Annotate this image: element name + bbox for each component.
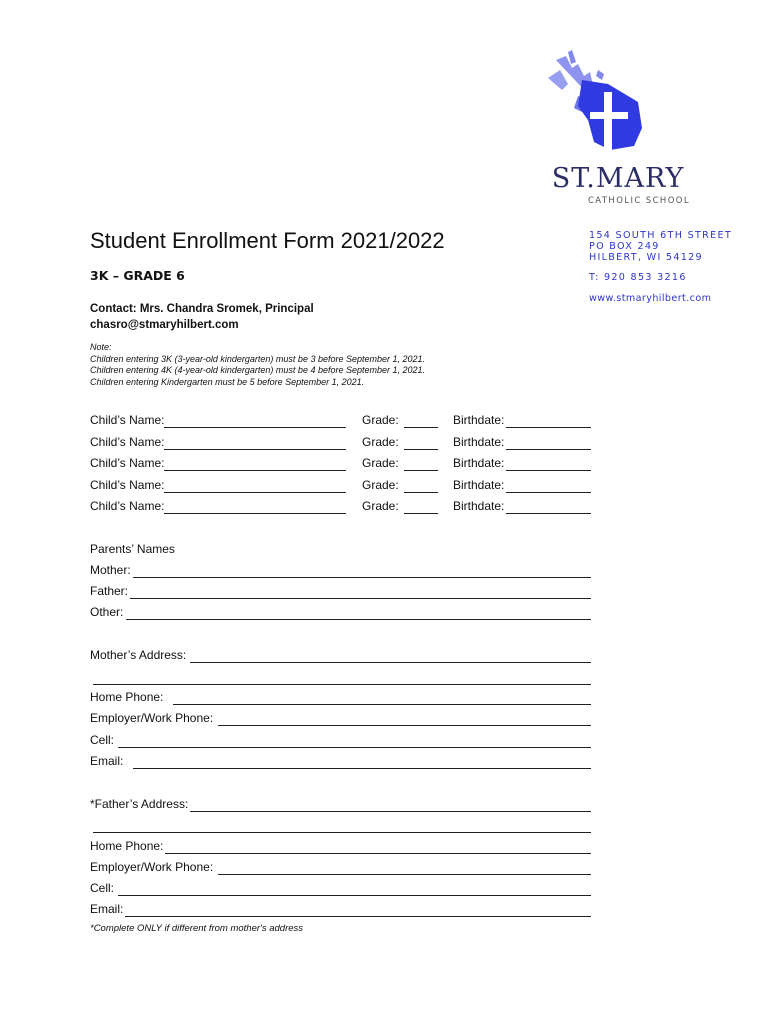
school-logo [528, 50, 728, 210]
other-label: Other: [90, 605, 124, 619]
birthdate-label: Birthdate: [453, 413, 505, 427]
other-name-field[interactable] [126, 619, 591, 620]
mother-address-line2-field[interactable] [93, 684, 591, 685]
cross-brush-icon [538, 50, 658, 162]
birthdate-field[interactable] [506, 427, 591, 428]
mother-email-field[interactable] [133, 768, 591, 769]
grade-label: Grade: [362, 435, 399, 449]
father-cell-label: Cell: [90, 881, 115, 895]
school-phone: T: 920 853 3216 [589, 272, 687, 283]
age-note [90, 342, 425, 388]
address-line-2: PO BOX 249 [589, 241, 660, 252]
child-name-field[interactable] [164, 470, 346, 471]
note-line: Children entering 4K (4-year-old kindergarten) must be 4 before September 1, 2021. [90, 365, 426, 375]
school-website: www.stmaryhilbert.com [589, 293, 712, 304]
birthdate-field[interactable] [506, 470, 591, 471]
school-subtitle: CATHOLIC SCHOOL [587, 196, 691, 206]
child-name-field[interactable] [164, 449, 346, 450]
grade-label: Grade: [362, 413, 399, 427]
note-line: Children entering 3K (3-year-old kindergarten) must be 3 before September 1, 2021. [90, 353, 426, 364]
mother-employer-label: Employer/Work Phone: [90, 711, 214, 725]
contact-name: Contact: Mrs. Chandra Sromek, Principal [90, 303, 314, 315]
birthdate-field[interactable] [506, 492, 591, 493]
father-employer-field[interactable] [218, 874, 591, 875]
footnote: *Complete ONLY if different from mother's address [90, 923, 304, 934]
child-name-label: Child’s Name: [90, 413, 165, 427]
parents-heading: Parents’ Names [90, 542, 175, 556]
child-name-label: Child’s Name: [90, 499, 165, 513]
birthdate-field[interactable] [506, 449, 591, 450]
birthdate-label: Birthdate: [453, 456, 505, 470]
mother-name-field[interactable] [133, 577, 591, 578]
grade-label: Grade: [362, 499, 399, 513]
grade-field[interactable] [404, 449, 438, 450]
mother-cell-field[interactable] [118, 747, 591, 748]
mother-home-phone-label: Home Phone: [90, 690, 164, 704]
school-address [589, 230, 732, 263]
father-address-label: *Father’s Address: [90, 797, 189, 811]
grade-field[interactable] [404, 513, 438, 514]
father-name-field[interactable] [130, 598, 591, 599]
father-email-label: Email: [90, 902, 124, 916]
child-name-label: Child’s Name: [90, 456, 165, 470]
child-name-field[interactable] [164, 513, 346, 514]
note-line: Children entering Kindergarten must be 5 before September 1, 2021. [90, 376, 365, 387]
school-name: ST.MARY [551, 163, 685, 194]
birthdate-label: Birthdate: [453, 499, 505, 513]
address-line-3: HILBERT, WI 54129 [589, 252, 703, 263]
mother-cell-label: Cell: [90, 733, 115, 747]
father-address-line2-field[interactable] [93, 832, 591, 833]
birthdate-field[interactable] [506, 513, 591, 514]
father-label: Father: [90, 584, 129, 598]
father-email-field[interactable] [125, 916, 591, 917]
child-name-field[interactable] [164, 492, 346, 493]
mother-address-label: Mother’s Address: [90, 648, 187, 662]
father-home-phone-field[interactable] [165, 853, 591, 854]
grade-label: Grade: [362, 478, 399, 492]
child-name-field[interactable] [164, 427, 346, 428]
birthdate-label: Birthdate: [453, 478, 505, 492]
grade-label: Grade: [362, 456, 399, 470]
father-home-phone-label: Home Phone: [90, 839, 164, 853]
father-employer-label: Employer/Work Phone: [90, 860, 214, 874]
contact-email: chasro@stmaryhilbert.com [90, 319, 239, 331]
form-title: Student Enrollment Form 2021/2022 [90, 228, 445, 253]
contact-block [90, 301, 314, 333]
grade-field[interactable] [404, 470, 438, 471]
mother-label: Mother: [90, 563, 131, 577]
birthdate-label: Birthdate: [453, 435, 505, 449]
father-address-field[interactable] [190, 811, 591, 812]
mother-address-field[interactable] [190, 662, 591, 663]
father-cell-field[interactable] [118, 895, 591, 896]
grade-field[interactable] [404, 427, 438, 428]
address-line-1: 154 SOUTH 6TH STREET [589, 230, 732, 241]
grade-range: 3K – GRADE 6 [90, 268, 185, 283]
child-name-label: Child’s Name: [90, 435, 165, 449]
mother-employer-field[interactable] [218, 725, 591, 726]
grade-field[interactable] [404, 492, 438, 493]
mother-home-phone-field[interactable] [173, 704, 591, 705]
child-name-label: Child’s Name: [90, 478, 165, 492]
mother-email-label: Email: [90, 754, 124, 768]
note-heading: Note: [90, 342, 112, 352]
